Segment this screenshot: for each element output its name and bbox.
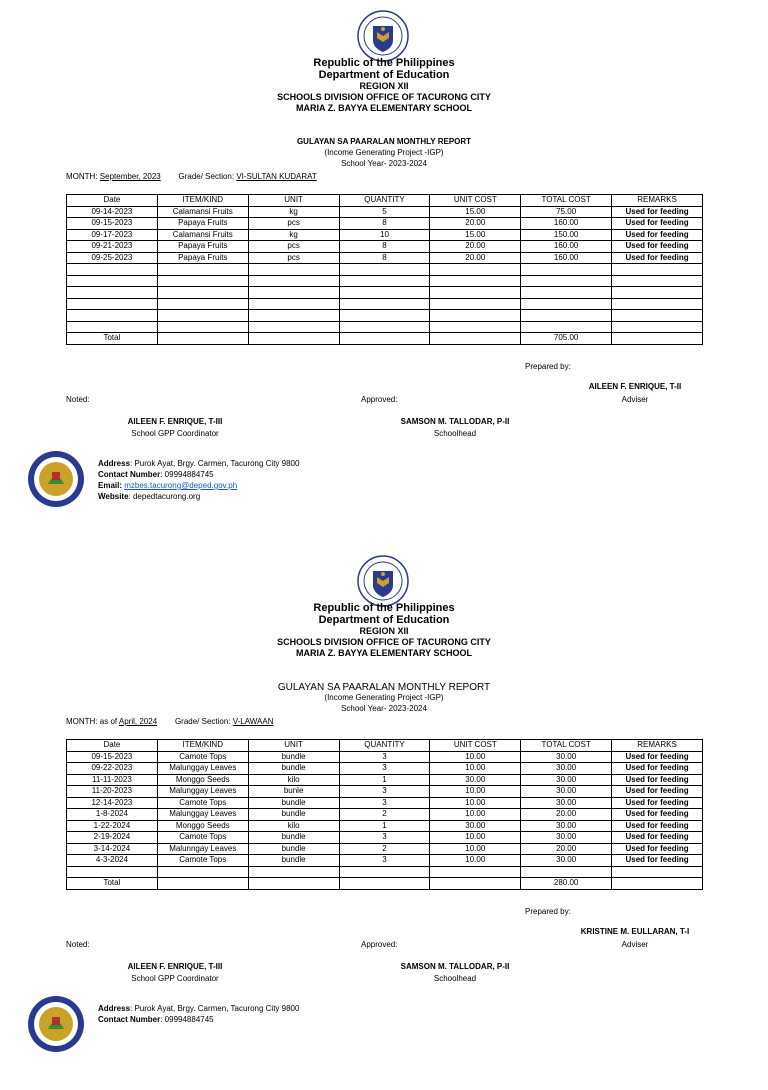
school-heading: MARIA Z. BAYYA ELEMENTARY SCHOOL (295, 103, 473, 113)
table-cell: Used for feeding (612, 763, 703, 775)
grade-value: V-LAWAAN (232, 717, 274, 726)
total-label: Total (67, 878, 158, 890)
column-header: ITEM/KIND (157, 195, 248, 207)
empty-cell (339, 866, 430, 878)
month-label: MONTH: as of (66, 717, 119, 726)
table-cell: 2 (339, 843, 430, 855)
empty-cell (521, 866, 612, 878)
empty-cell (248, 275, 339, 287)
table-cell: 5 (339, 206, 430, 218)
table-row (67, 774, 703, 786)
column-header: Date (67, 740, 158, 752)
table-cell: Papaya Fruits (157, 252, 248, 264)
table-cell: Monggo Seeds (157, 820, 248, 832)
report-title: GULAYAN SA PAARALAN MONTHLY REPORT (277, 682, 491, 693)
table-header-row (67, 740, 703, 752)
table-row (67, 763, 703, 775)
column-header: QUANTITY (339, 740, 430, 752)
table-cell: 20.00 (430, 218, 521, 230)
website-label: Website (98, 492, 129, 501)
table-cell: 150.00 (521, 229, 612, 241)
address-label: Address (98, 459, 131, 468)
table-cell: 3 (339, 763, 430, 775)
school-year: School Year- 2023-2024 (341, 704, 427, 713)
empty-cell (157, 333, 248, 345)
report-subtitle: (Income Generating Project -IGP) (324, 693, 444, 702)
table-cell: Malunggay Leaves (157, 763, 248, 775)
month-value: April, 2024 (118, 717, 158, 726)
table-cell: 10.00 (430, 797, 521, 809)
empty-cell (521, 298, 612, 310)
table-cell: Camote Tops (157, 855, 248, 867)
empty-cell (248, 264, 339, 276)
approved-label: Approved: (361, 940, 398, 949)
month-line (66, 717, 274, 726)
empty-cell (248, 333, 339, 345)
table-cell: 10.00 (430, 763, 521, 775)
table-cell: 1-8-2024 (67, 809, 158, 821)
month-line (66, 172, 317, 181)
column-header: REMARKS (612, 195, 703, 207)
empty-cell (67, 287, 158, 299)
table-cell: 1-22-2024 (67, 820, 158, 832)
schoolhead-role: Schoolhead (433, 974, 477, 983)
phone-label: Contact Number (98, 470, 161, 479)
table-cell: 30.00 (521, 832, 612, 844)
empty-cell (339, 264, 430, 276)
empty-cell (612, 310, 703, 322)
empty-row (67, 321, 703, 333)
table-cell: Papaya Fruits (157, 218, 248, 230)
table-row (67, 797, 703, 809)
table-cell: bundle (248, 843, 339, 855)
empty-cell (430, 275, 521, 287)
table-cell: Used for feeding (612, 797, 703, 809)
coordinator-name: AILEEN F. ENRIQUE, T-III (127, 417, 223, 426)
schoolhead-name: SAMSON M. TALLODAR, P-II (400, 962, 510, 971)
table-cell: bundle (248, 855, 339, 867)
noted-label: Noted: (66, 940, 90, 949)
month-value: September, 2023 (99, 172, 161, 181)
column-header: QUANTITY (339, 195, 430, 207)
table-cell: 3 (339, 797, 430, 809)
deped-seal-icon (357, 555, 409, 607)
table-cell: kilo (248, 774, 339, 786)
empty-cell (521, 310, 612, 322)
table-cell: 10.00 (430, 855, 521, 867)
table-cell: 20.00 (430, 252, 521, 264)
table-cell: kilo (248, 820, 339, 832)
empty-cell (612, 264, 703, 276)
empty-cell (339, 298, 430, 310)
empty-row (67, 275, 703, 287)
phone-label: Contact Number (98, 1015, 161, 1024)
table-cell: 15.00 (430, 206, 521, 218)
column-header: UNIT (248, 195, 339, 207)
empty-cell (248, 866, 339, 878)
grade-label: Grade/ Section: (174, 717, 233, 726)
division-heading: SCHOOLS DIVISION OFFICE OF TACURONG CITY (277, 92, 491, 102)
empty-cell (248, 321, 339, 333)
deped-seal-icon (357, 10, 409, 62)
email-link[interactable]: mzbes.tacurong@deped.gov.ph (124, 481, 238, 490)
empty-cell (157, 287, 248, 299)
report-table (66, 194, 703, 345)
table-cell: 09-21-2023 (67, 241, 158, 253)
empty-cell (430, 333, 521, 345)
table-cell: 8 (339, 218, 430, 230)
column-header: ITEM/KIND (157, 740, 248, 752)
noted-label: Noted: (66, 395, 90, 404)
table-row (67, 751, 703, 763)
empty-cell (339, 275, 430, 287)
table-cell: bundle (248, 797, 339, 809)
table-cell: 2-19-2024 (67, 832, 158, 844)
table-cell: 30.00 (521, 774, 612, 786)
table-cell: 160.00 (521, 241, 612, 253)
table-cell: 1 (339, 820, 430, 832)
table-cell: 30.00 (521, 763, 612, 775)
empty-cell (430, 866, 521, 878)
table-cell: Used for feeding (612, 229, 703, 241)
phone-value: : 09994884745 (160, 470, 214, 479)
empty-cell (157, 866, 248, 878)
empty-cell (157, 298, 248, 310)
grade-label: Grade/ Section: (178, 172, 237, 181)
empty-cell (157, 275, 248, 287)
empty-cell (612, 333, 703, 345)
table-row (67, 843, 703, 855)
table-cell: Used for feeding (612, 218, 703, 230)
empty-cell (67, 264, 158, 276)
report-subtitle: (Income Generating Project -IGP) (324, 148, 444, 157)
table-cell: 1 (339, 774, 430, 786)
empty-cell (248, 310, 339, 322)
table-cell: Malunngay Leaves (157, 843, 248, 855)
table-cell: 09-15-2023 (67, 218, 158, 230)
empty-row (67, 264, 703, 276)
table-cell: Calamansi Fruits (157, 229, 248, 241)
empty-cell (67, 866, 158, 878)
empty-cell (67, 275, 158, 287)
column-header: TOTAL COST (521, 740, 612, 752)
table-cell: Calamansi Fruits (157, 206, 248, 218)
column-header: UNIT COST (430, 740, 521, 752)
table-cell: 10.00 (430, 843, 521, 855)
address-value: : Purok Ayat, Brgy. Carmen, Tacurong City 9800 (130, 1004, 300, 1013)
table-cell: Used for feeding (612, 774, 703, 786)
table-cell: pcs (248, 252, 339, 264)
report-sheet-2 (0, 545, 768, 1090)
empty-row (67, 866, 703, 878)
table-row (67, 252, 703, 264)
table-cell: 10.00 (430, 751, 521, 763)
school-logo-icon (26, 995, 86, 1053)
coordinator-name: AILEEN F. ENRIQUE, T-III (127, 962, 223, 971)
table-cell: 30.00 (430, 820, 521, 832)
contact-block: Address: Purok Ayat, Brgy. Carmen, Tacurong City 9800 Contact Number: 09994884745 Email: mzbes.tacurong@deped.gov.ph Website: depedtacurong.org (98, 459, 300, 501)
table-cell: Malunggay Leaves (157, 786, 248, 798)
column-header: UNIT (248, 740, 339, 752)
total-row (67, 333, 703, 345)
table-cell: 8 (339, 241, 430, 253)
table-row (67, 241, 703, 253)
table-cell: kg (248, 206, 339, 218)
table-row (67, 820, 703, 832)
empty-cell (521, 321, 612, 333)
table-row (67, 229, 703, 241)
empty-cell (612, 275, 703, 287)
empty-cell (248, 287, 339, 299)
empty-cell (157, 321, 248, 333)
coordinator-role: School GPP Coordinator (131, 429, 219, 438)
table-cell: 160.00 (521, 218, 612, 230)
empty-cell (339, 287, 430, 299)
table-cell: 2 (339, 809, 430, 821)
empty-cell (612, 298, 703, 310)
empty-cell (612, 878, 703, 890)
table-cell: 3 (339, 832, 430, 844)
empty-cell (339, 321, 430, 333)
adviser-role: Adviser (621, 940, 649, 949)
table-cell: 30.00 (521, 786, 612, 798)
table-cell: Used for feeding (612, 855, 703, 867)
table-row (67, 786, 703, 798)
column-header: Date (67, 195, 158, 207)
table-cell: 75.00 (521, 206, 612, 218)
department-heading: Department of Education (318, 69, 450, 81)
table-cell: Used for feeding (612, 832, 703, 844)
table-cell: 10.00 (430, 832, 521, 844)
table-cell: Monggo Seeds (157, 774, 248, 786)
department-heading: Department of Education (318, 614, 450, 626)
empty-row (67, 310, 703, 322)
table-cell: bundle (248, 832, 339, 844)
email-label: Email (98, 481, 120, 490)
grade-value: VI-SULTAN KUDARAT (236, 172, 317, 181)
empty-row (67, 287, 703, 299)
table-cell: 12-14-2023 (67, 797, 158, 809)
prepared-by-label: Prepared by: (525, 907, 571, 916)
empty-cell (157, 878, 248, 890)
table-cell: kg (248, 229, 339, 241)
empty-cell (157, 264, 248, 276)
empty-cell (430, 878, 521, 890)
table-cell: Used for feeding (612, 820, 703, 832)
phone-value: : 09994884745 (160, 1015, 214, 1024)
region-heading: REGION XII (359, 81, 409, 91)
table-cell: Camote Tops (157, 832, 248, 844)
coordinator-role: School GPP Coordinator (131, 974, 219, 983)
table-cell: 3 (339, 751, 430, 763)
empty-cell (430, 298, 521, 310)
table-cell: 11-11-2023 (67, 774, 158, 786)
division-heading: SCHOOLS DIVISION OFFICE OF TACURONG CITY (277, 637, 491, 647)
table-cell: Used for feeding (612, 751, 703, 763)
table-cell: bundle (248, 809, 339, 821)
table-row (67, 206, 703, 218)
table-cell: 30.00 (521, 797, 612, 809)
table-cell: 3 (339, 855, 430, 867)
table-cell: Papaya Fruits (157, 241, 248, 253)
empty-cell (339, 333, 430, 345)
table-cell: Camote Tops (157, 797, 248, 809)
empty-cell (67, 321, 158, 333)
table-row (67, 809, 703, 821)
table-cell: 10.00 (430, 786, 521, 798)
total-value: 705.00 (521, 333, 612, 345)
table-cell: 3-14-2024 (67, 843, 158, 855)
address-value: : Purok Ayat, Brgy. Carmen, Tacurong City 9800 (130, 459, 300, 468)
table-cell: 10 (339, 229, 430, 241)
empty-cell (67, 310, 158, 322)
empty-cell (521, 264, 612, 276)
table-cell: 8 (339, 252, 430, 264)
empty-cell (339, 878, 430, 890)
table-cell: 20.00 (430, 241, 521, 253)
empty-cell (248, 298, 339, 310)
table-cell: 09-25-2023 (67, 252, 158, 264)
address-label: Address (98, 1004, 131, 1013)
table-cell: bundle (248, 751, 339, 763)
table-row (67, 832, 703, 844)
column-header: TOTAL COST (521, 195, 612, 207)
empty-cell (521, 287, 612, 299)
empty-cell (339, 310, 430, 322)
table-cell: bunle (248, 786, 339, 798)
table-cell: Used for feeding (612, 252, 703, 264)
table-cell: 4-3-2024 (67, 855, 158, 867)
total-value: 280.00 (521, 878, 612, 890)
table-cell: Used for feeding (612, 206, 703, 218)
table-cell: 30.00 (521, 751, 612, 763)
empty-cell (67, 298, 158, 310)
table-row (67, 218, 703, 230)
approved-label: Approved: (361, 395, 398, 404)
empty-cell (157, 310, 248, 322)
contact-block (98, 1003, 299, 1025)
column-header: UNIT COST (430, 195, 521, 207)
table-cell: 09-15-2023 (67, 751, 158, 763)
schoolhead-role: Schoolhead (433, 429, 477, 438)
table-cell: Camote Tops (157, 751, 248, 763)
table-cell: Used for feeding (612, 809, 703, 821)
empty-cell (612, 321, 703, 333)
table-cell: 30.00 (521, 855, 612, 867)
table-cell: 30.00 (521, 820, 612, 832)
empty-cell (612, 287, 703, 299)
table-cell: 3 (339, 786, 430, 798)
table-cell: 30.00 (430, 774, 521, 786)
table-cell: 15.00 (430, 229, 521, 241)
table-cell: Used for feeding (612, 786, 703, 798)
table-cell: 09-14-2023 (67, 206, 158, 218)
total-label: Total (67, 333, 158, 345)
month-label: MONTH: (66, 172, 100, 181)
empty-cell (612, 866, 703, 878)
table-cell: 20.00 (521, 809, 612, 821)
table-cell: bundle (248, 763, 339, 775)
table-cell: Used for feeding (612, 843, 703, 855)
table-header-row (67, 195, 703, 207)
total-row (67, 878, 703, 890)
table-cell: 09-17-2023 (67, 229, 158, 241)
school-heading: MARIA Z. BAYYA ELEMENTARY SCHOOL (295, 648, 473, 658)
table-cell: 09-22-2023 (67, 763, 158, 775)
table-cell: 10.00 (430, 809, 521, 821)
empty-cell (248, 878, 339, 890)
table-cell: pcs (248, 241, 339, 253)
table-cell: 160.00 (521, 252, 612, 264)
adviser-role: Adviser (621, 395, 649, 404)
prepared-by-label: Prepared by: (525, 362, 571, 371)
school-year: School Year- 2023-2024 (341, 159, 427, 168)
table-cell: 20.00 (521, 843, 612, 855)
table-cell: 11-20-2023 (67, 786, 158, 798)
school-logo-icon (26, 450, 86, 508)
report-table (66, 739, 703, 890)
region-heading: REGION XII (359, 626, 409, 636)
report-title: GULAYAN SA PAARALAN MONTHLY REPORT (296, 137, 472, 146)
table-cell: Used for feeding (612, 241, 703, 253)
republic-heading: Republic of the Philippines (313, 602, 455, 614)
column-header: REMARKS (612, 740, 703, 752)
table-row (67, 855, 703, 867)
empty-cell (430, 310, 521, 322)
republic-heading: Republic of the Philippines (313, 57, 455, 69)
table-cell: Malunggay Leaves (157, 809, 248, 821)
schoolhead-name: SAMSON M. TALLODAR, P-II (400, 417, 510, 426)
empty-cell (430, 264, 521, 276)
empty-row (67, 298, 703, 310)
table-cell: pcs (248, 218, 339, 230)
website-value: : depedtacurong.org (128, 492, 201, 501)
empty-cell (430, 321, 521, 333)
empty-cell (430, 287, 521, 299)
adviser-name: AILEEN F. ENRIQUE, T-II (588, 382, 682, 391)
empty-cell (521, 275, 612, 287)
adviser-name: KRISTINE M. EULLARAN, T-I (580, 927, 690, 936)
